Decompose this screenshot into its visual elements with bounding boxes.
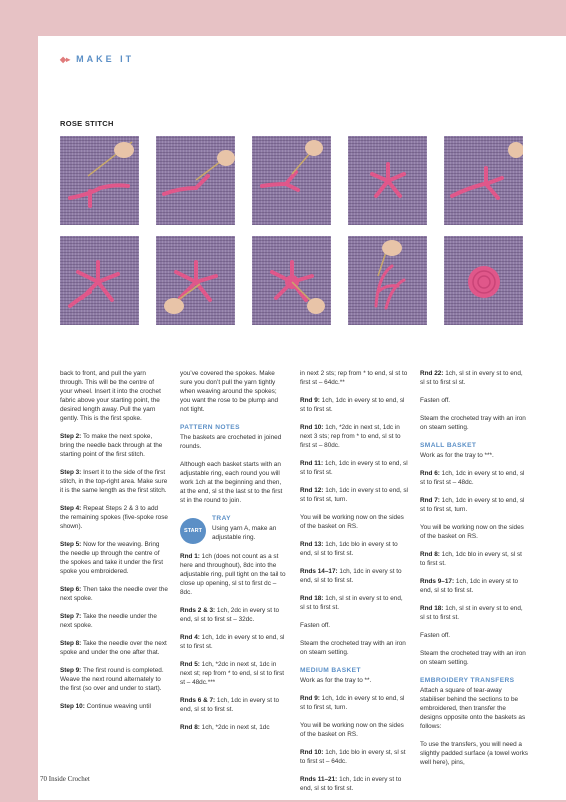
article-columns <box>60 369 534 802</box>
instruction-line <box>300 775 408 793</box>
instruction-line <box>420 369 528 387</box>
instruction-label: Rnd 22: <box>420 370 444 377</box>
instruction-line <box>420 469 528 487</box>
subheading: EMBROIDERY TRANSFERS <box>420 677 515 684</box>
instruction-line <box>180 552 288 597</box>
paragraph: Steam the crocheted tray with an iron on steam setting. <box>420 650 526 666</box>
rose-stitch-step-illustration <box>348 136 427 225</box>
rose-stitch-step-illustration <box>444 236 523 325</box>
instruction-text: 1ch, 1dc in every st to end, sl st to first st. <box>300 460 408 476</box>
header-label: MAKE IT <box>76 54 135 64</box>
rose-stitch-title: ROSE STITCH <box>60 119 114 128</box>
paragraph: Fasten off. <box>420 632 451 639</box>
instruction-text: Insert it to the side of the first stitch, in the top-right area. Make sure it is the same length as the first stitch. <box>60 469 168 494</box>
text-column-3 <box>300 369 408 802</box>
paragraph: Attach a square of tear-away stabiliser behind the sections to be embroidered, then transfer the designs opposite onto the baskets as follows: <box>420 687 526 730</box>
instruction-line <box>60 702 168 711</box>
step-photo-9 <box>348 236 427 325</box>
instruction-text: 1ch, 1dc blo in every st, sl st to first st – 64dc. <box>300 749 406 765</box>
instruction-line <box>420 604 528 622</box>
paragraph: You will be working now on the sides of the basket on RS. <box>300 514 404 530</box>
instruction-line <box>60 504 168 531</box>
header-arrow-icon: ◆▸ <box>60 54 71 64</box>
instruction-label: Rnd 5: <box>180 661 200 668</box>
instruction-label: Rnds 9–17: <box>420 578 455 585</box>
instruction-text: Now for the weaving. Bring the needle up through the centre of the spokes and take it under the first spoke you embroidered. <box>60 541 164 575</box>
paragraph: You will be working now on the sides of the basket on RS. <box>420 524 524 540</box>
instruction-label: Step 5: <box>60 541 82 548</box>
instruction-line <box>420 496 528 514</box>
instruction-line <box>180 633 288 651</box>
instruction-label: Step 6: <box>60 586 82 593</box>
instruction-line <box>60 540 168 576</box>
instruction-text: Repeat Steps 2 & 3 to add the remaining spokes (five-spoke rose shown). <box>60 505 168 530</box>
paragraph: back to front, and pull the yarn through. This will be the centre of your wheel. Insert it into the crochet fabric above your starting point, the desired length away. Pull the yarn gently. This is the first spoke. <box>60 370 161 422</box>
instruction-line <box>180 696 288 714</box>
instruction-label: Rnds 6 & 7: <box>180 697 216 704</box>
tray-start-block <box>180 514 288 544</box>
instruction-text: 1ch, 1dc in every st to end, sl st to first st. <box>300 776 402 792</box>
instruction-text: 1ch, 2dc in every st to end, sl st to first st – 32dc. <box>180 607 280 623</box>
instruction-text: 1ch, 1dc in every st to end, sl st to first st, turn. <box>300 487 408 503</box>
paragraph: you’ve covered the spokes. Make sure you don’t pull the yarn tightly when weaving around the spokes; you want the rose to be plump and not tight. <box>180 370 279 413</box>
instruction-label: Rnd 1: <box>180 553 200 560</box>
instruction-label: Rnd 8: <box>420 551 440 558</box>
rose-stitch-step-illustration <box>60 136 139 225</box>
start-badge: START <box>180 518 206 544</box>
subheading-tray: TRAY <box>212 515 231 522</box>
instruction-line <box>180 660 288 687</box>
subheading: SMALL BASKET <box>420 442 477 449</box>
instruction-text: 1ch (does not count as a st here and throughout), 8dc into the adjustable ring, pull tight on the tail to close up opening, sl st to first dc – 8dc. <box>180 553 286 596</box>
step-photo-10 <box>444 236 523 325</box>
instruction-label: Rnd 13: <box>300 541 324 548</box>
instruction-text: 1ch, sl st in every st to end, sl st to first st. <box>420 605 523 621</box>
instruction-line <box>60 612 168 630</box>
instruction-line <box>420 550 528 568</box>
instruction-label: Rnd 18: <box>300 595 324 602</box>
instruction-label: Rnd 11: <box>300 460 324 467</box>
instruction-text: 1ch, 1dc in every st to end, sl st to first st. <box>300 568 402 584</box>
instruction-line <box>300 486 408 504</box>
instruction-label: Rnd 10: <box>300 424 324 431</box>
instruction-label: Rnds 14–17: <box>300 568 338 575</box>
paragraph: You will be working now on the sides of the basket on RS. <box>300 722 404 738</box>
paragraph: Work as for the tray to **. <box>300 677 372 684</box>
instruction-text: The first round is completed. Weave the next round alternately to the first (so over and under to start). <box>60 667 164 692</box>
paragraph: Steam the crocheted tray with an iron on steam setting. <box>300 640 406 656</box>
instruction-line <box>60 666 168 693</box>
step-photo-5 <box>444 136 523 225</box>
step-photo-3 <box>252 136 331 225</box>
instruction-line <box>60 432 168 459</box>
rose-stitch-step-illustration <box>60 236 139 325</box>
instruction-label: Rnd 9: <box>300 695 320 702</box>
instruction-label: Rnd 8: <box>180 724 200 731</box>
instruction-label: Rnd 7: <box>420 497 440 504</box>
paragraph: Work as for the tray to ***. <box>420 452 494 459</box>
step-photo-1 <box>60 136 139 225</box>
instruction-text: Take the needle over the next spoke and under the one after that. <box>60 640 167 656</box>
instruction-line <box>180 606 288 624</box>
instruction-label: Step 7: <box>60 613 82 620</box>
paragraph: in next 2 sts; rep from * to end, sl st to first st – 64dc.** <box>300 370 408 386</box>
instruction-line <box>300 694 408 712</box>
instruction-text: 1ch, 1dc blo in every st, sl st to first st. <box>420 551 522 567</box>
instruction-label: Rnd 9: <box>300 397 320 404</box>
instruction-text: 1ch, *2dc in next st, 1dc in next st; rep from * to end, sl st to first st – 48dc.*** <box>180 661 285 686</box>
step-photos-grid <box>60 136 524 325</box>
step-photo-2 <box>156 136 235 225</box>
paragraph: Fasten off. <box>420 397 451 404</box>
instruction-label: Rnd 6: <box>420 470 440 477</box>
instruction-line <box>60 639 168 657</box>
instruction-label: Rnds 2 & 3: <box>180 607 216 614</box>
instruction-line <box>60 468 168 495</box>
instruction-text: Take the needle under the next spoke. <box>60 613 157 629</box>
instruction-line <box>180 723 288 732</box>
instruction-label: Step 10: <box>60 703 85 710</box>
magazine-page <box>38 36 566 800</box>
instruction-line <box>300 540 408 558</box>
instruction-label: Rnd 10: <box>300 749 324 756</box>
instruction-text: 1ch, *2dc in next st, 1dc in next 3 sts; rep from * to end, sl st to first st – 80dc. <box>300 424 401 449</box>
instruction-line <box>420 577 528 595</box>
subheading: MEDIUM BASKET <box>300 667 361 674</box>
instruction-text: Continue weaving until <box>84 703 151 710</box>
instruction-label: Step 2: <box>60 433 82 440</box>
instruction-text: Then take the needle over the next spoke. <box>60 586 168 602</box>
instruction-text: 1ch, *2dc in next st, 1dc <box>199 724 270 731</box>
rose-stitch-step-illustration <box>156 136 235 225</box>
page-number: 70 <box>40 775 47 783</box>
instruction-text: 1ch, 1dc in every st to end, sl st to first st. <box>420 578 519 594</box>
step-photo-6 <box>60 236 139 325</box>
instruction-label: Rnds 11–21: <box>300 776 338 783</box>
instruction-line <box>300 459 408 477</box>
instruction-text: 1ch, 1dc in every st to end, sl st to first st, turn. <box>420 497 525 513</box>
instruction-line <box>300 567 408 585</box>
instruction-line <box>60 585 168 603</box>
text-column-1 <box>60 369 168 802</box>
rose-stitch-step-illustration <box>156 236 235 325</box>
page-footer <box>40 775 90 783</box>
instruction-text: 1ch, 1dc in every st to end, sl st to first st – 48dc. <box>420 470 525 486</box>
instruction-label: Step 9: <box>60 667 82 674</box>
rose-stitch-step-illustration <box>444 136 523 225</box>
instruction-text: 1ch, 1dc in every st to end, sl st to first st. <box>180 634 285 650</box>
instruction-label: Step 4: <box>60 505 82 512</box>
paragraph: Although each basket starts with an adjustable ring, each round you will work 1ch at the beginning and then, at the end, sl st the last st to the first st in the round to join. <box>180 461 283 504</box>
paragraph: Steam the crocheted tray with an iron on steam setting. <box>420 415 526 431</box>
text-column-4 <box>420 369 528 802</box>
instruction-line <box>300 748 408 766</box>
instruction-line <box>300 594 408 612</box>
paragraph: Fasten off. <box>300 622 331 629</box>
instruction-text: To make the next spoke, bring the needle back through at the starting point of the first stitch. <box>60 433 163 458</box>
instruction-label: Rnd 18: <box>420 605 444 612</box>
instruction-label: Rnd 12: <box>300 487 324 494</box>
instruction-line <box>300 396 408 414</box>
instruction-label: Step 3: <box>60 469 82 476</box>
text-column-2 <box>180 369 288 802</box>
paragraph: The baskets are crocheted in joined rounds. <box>180 434 282 450</box>
instruction-text: 1ch, 1dc in every st to end, sl st to first st. <box>300 397 405 413</box>
paragraph: To use the transfers, you will need a slightly padded surface (a towel works well here), pins, <box>420 741 528 766</box>
instruction-text: 1ch, 1dc blo in every st to end, sl st to first st. <box>300 541 398 557</box>
subheading: PATTERN NOTES <box>180 424 240 431</box>
magazine-name: Inside Crochet <box>48 775 90 783</box>
watermark: PassionForum.ru <box>477 783 560 794</box>
instruction-text: 1ch, sl st in every st to end, sl st to first st. <box>300 595 403 611</box>
instruction-text: 1ch, 1dc in every st to end, sl st to first st, turn. <box>300 695 405 711</box>
rose-stitch-step-illustration <box>348 236 427 325</box>
step-photo-8 <box>252 236 331 325</box>
rose-stitch-step-illustration <box>252 136 331 225</box>
instruction-label: Rnd 4: <box>180 634 200 641</box>
rose-stitch-step-illustration <box>252 236 331 325</box>
instruction-text: 1ch, 1dc in every st to end, sl st to first st. <box>180 697 280 713</box>
step-photo-7 <box>156 236 235 325</box>
instruction-label: Step 8: <box>60 640 82 647</box>
step-photo-4 <box>348 136 427 225</box>
section-header <box>60 54 134 64</box>
instruction-text: 1ch, sl st in every st to end, sl st to first sl st. <box>420 370 523 386</box>
paragraph: Using yarn A, make an adjustable ring. <box>212 525 277 541</box>
instruction-line <box>300 423 408 450</box>
